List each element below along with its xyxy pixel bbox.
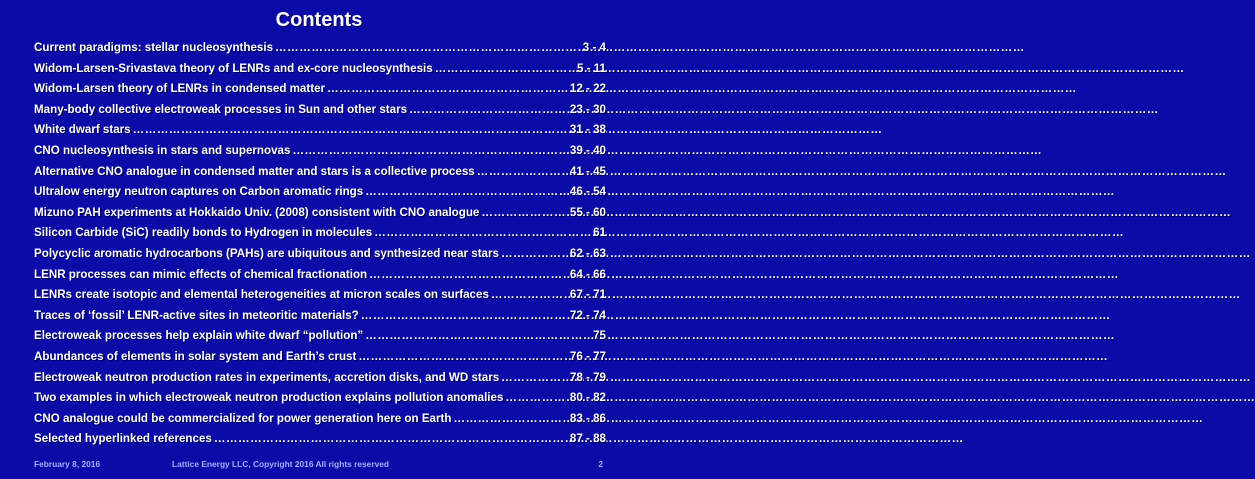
toc-dot-leader <box>367 268 570 281</box>
toc-entry-text: Electroweak neutron production rates in experiments, accretion disks, and WD stars <box>34 370 500 384</box>
toc-dot-leader <box>407 103 570 116</box>
toc-entry-text: Mizuno PAH experiments at Hokkaido Univ. (2008) consistent with CNO analogue <box>34 205 480 219</box>
toc-entry-text: Electroweak processes help explain white dwarf “pollution” <box>34 329 364 343</box>
footer-date: February 8, 2016 <box>34 459 101 469</box>
toc-dot-leader <box>499 247 570 260</box>
toc-entry-pages: 5 - 11 <box>576 61 606 75</box>
toc-entry <box>34 350 606 371</box>
toc-entry-text: Many-body collective electroweak processes in Sun and other stars <box>34 102 408 116</box>
toc-entry <box>34 82 606 103</box>
toc-entry-text: LENRs create isotopic and elemental heterogeneities at micron scales on surfaces <box>34 288 489 302</box>
toc-entry-text: Abundances of elements in solar system and Earth’s crust <box>34 349 357 363</box>
toc-dot-leader <box>356 350 570 363</box>
toc-entry-text: Polycyclic aromatic hydrocarbons (PAHs) are ubiquitous and synthesized near stars <box>34 246 499 260</box>
toc-entry <box>34 226 606 247</box>
toc-entry-pages: 61 <box>593 226 606 240</box>
toc-entry-pages: 78 - 79 <box>569 370 606 384</box>
toc-entry <box>34 41 606 62</box>
toc-dot-leader <box>475 165 570 178</box>
toc-dot-leader <box>290 144 569 157</box>
slide-footer <box>0 456 638 472</box>
toc-dot-leader <box>273 41 583 54</box>
toc-dot-leader <box>131 123 570 136</box>
toc-entry <box>34 185 606 206</box>
toc-dot-leader <box>372 226 593 239</box>
toc-entry-pages: 76 - 77 <box>569 349 606 363</box>
toc-entry <box>34 247 606 268</box>
toc-entry-text: Traces of ‘fossil’ LENR-active sites in meteoritic materials? <box>34 308 359 322</box>
toc-entry <box>34 165 606 186</box>
toc-entry <box>34 412 606 433</box>
toc-entry <box>34 288 606 309</box>
toc-entry-pages: 23 - 30 <box>569 102 606 116</box>
toc-entry <box>34 371 606 392</box>
toc-entry <box>34 268 606 289</box>
toc-dot-leader <box>359 309 570 322</box>
toc-entry <box>34 144 606 165</box>
toc-entry-text: Current paradigms: stellar nucleosynthesis <box>34 41 274 54</box>
toc-dot-leader <box>212 432 570 445</box>
toc-dot-leader <box>325 82 570 95</box>
toc-entry-pages: 75 <box>593 329 606 343</box>
toc-entry-text: Selected hyperlinked references <box>34 432 212 446</box>
toc-entry <box>34 103 606 124</box>
toc-entry-pages: 39 - 40 <box>569 143 606 157</box>
toc-entry-pages: 62 - 63 <box>569 246 606 260</box>
toc-entry-pages: 87 - 88 <box>569 432 606 446</box>
footer-page-number: 2 <box>598 459 603 469</box>
toc-entry-pages: 67 - 71 <box>569 288 606 302</box>
toc-entry-text: Widom-Larsen theory of LENRs in condensed matter <box>34 82 326 96</box>
toc-entry-pages: 31 - 38 <box>569 123 606 137</box>
toc-entry <box>34 62 606 83</box>
toc-entry-text: Two examples in which electroweak neutron production explains pollution anomalies <box>34 391 504 405</box>
toc-entry-text: CNO analogue could be commercialized for power generation here on Earth <box>34 411 452 425</box>
toc-dot-leader <box>479 206 570 219</box>
toc-entry-text: Silicon Carbide (SiC) readily bonds to Hydrogen in molecules <box>34 226 373 240</box>
toc-entry-text: CNO nucleosynthesis in stars and supernovas <box>34 143 291 157</box>
toc-dot-leader <box>451 412 569 425</box>
toc-entry <box>34 206 606 227</box>
toc-entry <box>34 432 606 453</box>
toc-entry-text: White dwarf stars <box>34 123 131 137</box>
toc-dot-leader <box>499 371 570 384</box>
toc-entry <box>34 123 606 144</box>
toc-dot-leader <box>489 288 570 301</box>
toc-entry-pages: 72 - 74 <box>569 308 606 322</box>
toc-dot-leader <box>503 391 569 404</box>
toc-entry-pages: 83 - 86 <box>569 411 606 425</box>
toc-entry-text: Widom-Larsen-Srivastava theory of LENRs and ex-core nucleosynthesis <box>34 61 433 75</box>
footer-copyright: Lattice Energy LLC, Copyright 2016 All rights reserved <box>172 459 390 469</box>
toc-entry-pages: 46 - 54 <box>569 185 606 199</box>
toc-entry-text: LENR processes can mimic effects of chemical fractionation <box>34 267 368 281</box>
slide-title: Contents <box>275 9 363 31</box>
toc-dot-leader <box>433 62 577 75</box>
toc-entry-pages: 80 - 82 <box>569 391 606 405</box>
toc-entry-text: Ultralow energy neutron captures on Carbon aromatic rings <box>34 185 364 199</box>
toc-entry <box>34 329 606 350</box>
toc-entry-pages: 64 - 66 <box>569 267 606 281</box>
toc-entry <box>34 309 606 330</box>
toc-entry-text: Alternative CNO analogue in condensed matter and stars is a collective process <box>34 164 475 178</box>
toc-dot-leader <box>363 185 570 198</box>
toc-entry-pages: 12 - 22 <box>569 82 606 96</box>
toc-entry-pages: 55 - 60 <box>569 205 606 219</box>
toc-entry-pages: 3 - 4 <box>582 41 606 54</box>
toc-entry-pages: 41 - 45 <box>569 164 606 178</box>
toc-dot-leader <box>363 329 593 342</box>
table-of-contents <box>34 41 606 453</box>
toc-entry <box>34 391 606 412</box>
